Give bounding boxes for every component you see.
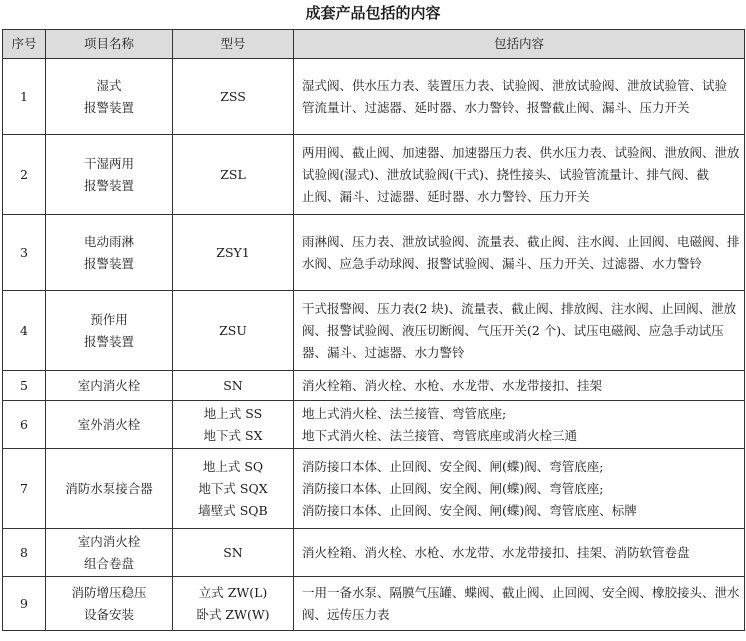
model — [173, 577, 294, 631]
model — [173, 59, 294, 135]
item-name-line: 报警装置 — [83, 333, 134, 349]
row-number: 7 — [3, 449, 46, 529]
item-name — [46, 449, 173, 529]
content-line: 湿式阀、供水压力表、装置压力表、试验阀、泄放试验阀、泄放试验管、试验 — [302, 77, 728, 93]
row-number: 6 — [3, 401, 46, 449]
content — [294, 215, 745, 291]
row-number: 3 — [3, 215, 46, 291]
item-name-line: 室内消火栓 — [77, 377, 141, 393]
header-row — [3, 30, 745, 59]
table-row — [3, 59, 745, 135]
row-number: 1 — [3, 59, 46, 135]
model-line: 墙壁式 SQB — [198, 502, 268, 518]
content-line: 消防接口本体、止回阀、安全阀、闸(蝶)阀、弯管底座; — [302, 458, 604, 474]
model — [173, 215, 294, 291]
model-line: 卧式 ZW(W) — [196, 606, 270, 622]
model — [173, 135, 294, 215]
item-name-line: 报警装置 — [83, 177, 134, 193]
item-name-line: 设备安装 — [83, 606, 134, 622]
item-name — [46, 291, 173, 371]
header-model: 型号 — [173, 30, 294, 59]
table-row — [3, 371, 745, 401]
content-line: 止阀、漏斗、过滤器、延时器、水力警铃、压力开关 — [302, 188, 590, 204]
model-line: ZSL — [220, 166, 246, 182]
item-name-line: 消防水泵接合器 — [65, 480, 153, 496]
item-name-line: 消防增压稳压 — [71, 584, 147, 600]
model — [173, 529, 294, 577]
content — [294, 529, 745, 577]
model-line: ZSS — [220, 88, 246, 104]
content-line: 消防接口本体、止回阀、安全阀、闸(蝶)阀、弯管底座、标牌 — [302, 502, 637, 518]
content-line: 地上式消火栓、法兰接管、弯管底座; — [302, 405, 507, 421]
model-line: 地下式 SQX — [198, 480, 268, 496]
content — [294, 371, 745, 401]
content — [294, 401, 745, 449]
content-line: 干式报警阀、压力表(2 块)、流量表、截止阀、排放阀、注水阀、止回阀、泄放 — [302, 300, 737, 316]
product-table — [2, 29, 745, 631]
content — [294, 577, 745, 631]
model-line: ZSY1 — [216, 244, 250, 260]
content-line: 阀、报警试验阀、液压切断阀、气压开关(2 个)、试压电磁阀、应急手动试压 — [302, 322, 724, 338]
model-line: ZSU — [219, 322, 247, 338]
item-name-line: 电动雨淋 — [83, 233, 134, 249]
content — [294, 135, 745, 215]
content-line: 阀、远传压力表 — [302, 606, 390, 622]
item-name-line: 报警装置 — [83, 99, 134, 115]
content-line: 雨淋阀、压力表、泄放试验阀、流量表、截止阀、注水阀、止回阀、电磁阀、排 — [302, 233, 740, 249]
model-line: SN — [223, 544, 243, 560]
item-name-line: 湿式 — [96, 77, 122, 93]
content-line: 两用阀、截止阀、加速器、加速器压力表、供水压力表、试验阀、泄放阀、泄放 — [302, 144, 740, 160]
item-name-line: 干湿两用 — [83, 155, 134, 171]
content-line: 水阀、应急手动球阀、报警试验阀、漏斗、压力开关、过滤器、水力警铃 — [302, 255, 703, 271]
item-name-line: 室内消火栓 — [77, 533, 141, 549]
model — [173, 449, 294, 529]
row-number: 5 — [3, 371, 46, 401]
table-row — [3, 135, 745, 215]
row-number: 8 — [3, 529, 46, 577]
content-line: 试验阀(湿式)、泄放试验阀(干式)、挠性接头、试验管流量计、排气阀、截 — [302, 166, 710, 182]
model-line: 地下式 SX — [203, 427, 263, 443]
content — [294, 291, 745, 371]
content-line: 消火栓箱、消火栓、水枪、水龙带、水龙带接扣、挂架、消防软管卷盘 — [302, 544, 690, 560]
item-name — [46, 135, 173, 215]
header-no: 序号 — [3, 30, 46, 59]
item-name-line: 组合卷盘 — [83, 555, 134, 571]
row-number: 2 — [3, 135, 46, 215]
item-name — [46, 401, 173, 449]
content-line: 器、漏斗、过滤器、水力警铃 — [302, 344, 465, 360]
table-row — [3, 291, 745, 371]
model-line: SN — [223, 377, 243, 393]
table-row — [3, 449, 745, 529]
item-name-line: 室外消火栓 — [77, 416, 141, 432]
item-name — [46, 529, 173, 577]
item-name-line: 报警装置 — [83, 255, 134, 271]
content-line: 一用一备水泵、隔膜气压罐、蝶阀、截止阀、止回阀、安全阀、橡胶接头、泄水 — [302, 584, 740, 600]
content-line: 地下式消火栓、法兰接管、弯管底座或消火栓三通 — [302, 427, 578, 443]
table-title: 成套产品包括的内容 — [305, 4, 441, 22]
content — [294, 449, 745, 529]
model — [173, 291, 294, 371]
content — [294, 59, 745, 135]
table-row — [3, 215, 745, 291]
model-line: 地上式 SQ — [202, 458, 264, 474]
item-name-line: 预作用 — [90, 311, 128, 327]
header-content: 包括内容 — [294, 30, 745, 59]
item-name — [46, 59, 173, 135]
row-number: 9 — [3, 577, 46, 631]
table-row — [3, 577, 745, 631]
model — [173, 371, 294, 401]
model-line: 立式 ZW(L) — [198, 584, 268, 600]
content-line: 消防接口本体、止回阀、安全阀、闸(蝶)阀、弯管底座; — [302, 480, 604, 496]
table-row — [3, 529, 745, 577]
model-line: 地上式 SS — [203, 405, 263, 421]
model — [173, 401, 294, 449]
table-row — [3, 401, 745, 449]
row-number: 4 — [3, 291, 46, 371]
content-line: 管流量计、过滤器、延时器、水力警铃、报警截止阀、漏斗、压力开关 — [302, 99, 690, 115]
item-name — [46, 215, 173, 291]
header-name: 项目名称 — [46, 30, 173, 59]
content-line: 消火栓箱、消火栓、水枪、水龙带、水龙带接扣、挂架 — [302, 377, 603, 393]
item-name — [46, 371, 173, 401]
table-body — [3, 59, 745, 631]
item-name — [46, 577, 173, 631]
